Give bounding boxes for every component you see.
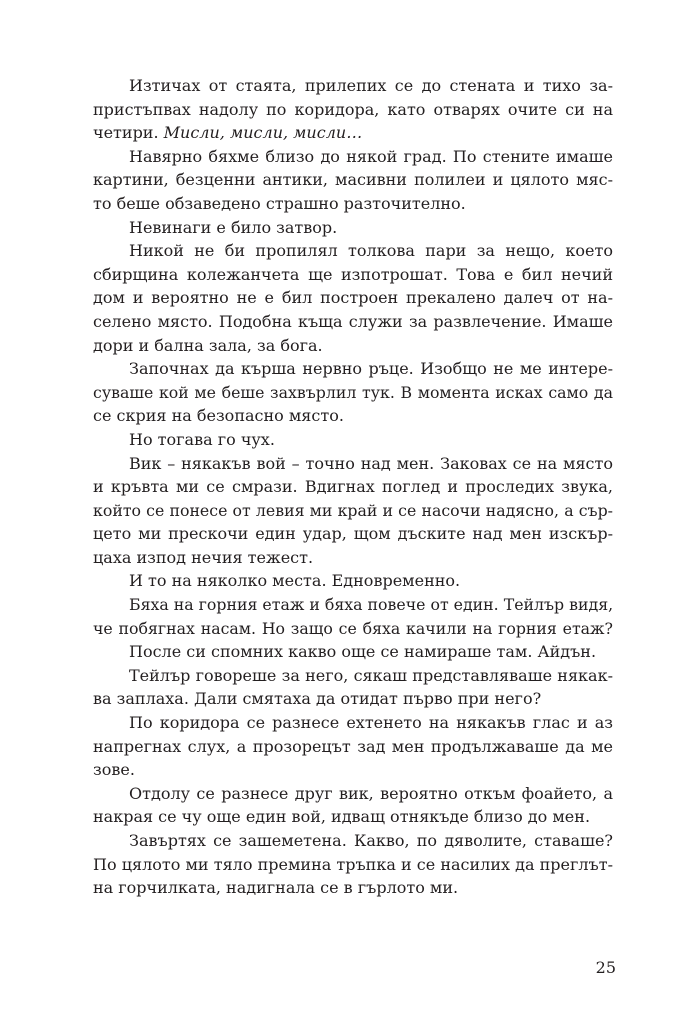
- text-line: сбирщина колежанчета ще изпотрошат. Това е бил нечий: [93, 264, 613, 284]
- text-line: Тейлър говореше за него, сякаш представляваше някак-: [129, 665, 613, 685]
- text-line: Невинаги е било затвор.: [129, 217, 338, 237]
- text-line: ва заплаха. Дали смятаха да отидат първо при него?: [93, 689, 542, 709]
- body-text: [93, 74, 613, 900]
- text-line: Започнах да кърша нервно ръце. Изобщо не ме интере-: [129, 359, 613, 379]
- text-line: Отдолу се разнесе друг вик, вероятно откъм фоайето, а: [129, 783, 613, 803]
- text-line: И то на няколко места. Едновременно.: [129, 571, 461, 591]
- text-line: картини, безценни антики, масивни полилеи и цялото мяс-: [93, 170, 613, 190]
- text-line: накрая се чу още един вой, идващ отнякъде близо до мен.: [93, 807, 591, 827]
- text-line: Никой не би пропилял толкова пари за нещо, което: [129, 241, 613, 261]
- text-line: дом и вероятно не е бил построен прекалено далеч от на-: [93, 288, 613, 308]
- italic-thought: Мисли, мисли, мисли…: [163, 123, 363, 143]
- text-line: то беше обзаведено страшно разточително.: [93, 193, 466, 213]
- text-line: се скрия на безопасно място.: [93, 406, 344, 426]
- text-line: После си спомних какво още се намираше там. Айдън.: [129, 642, 597, 662]
- text-line: Навярно бяхме близо до някой град. По стените имаше: [129, 146, 613, 166]
- text-line-part: четири.: [93, 123, 159, 143]
- text-line: на горчилката, надигнала се в гърлото ми.: [93, 878, 459, 898]
- text-line: пристъпвах надолу по коридора, като отварях очите си на: [93, 99, 613, 119]
- text-line: По коридора се разнесе ехтенето на някакъв глас и аз: [129, 713, 613, 733]
- text-line: който се понесе от левия ми край и се насочи надясно, а сър-: [93, 500, 613, 520]
- text-line: По цялото ми тяло премина тръпка и се насилих да преглът-: [93, 854, 613, 874]
- text-line: че побягнах насам. Но защо се бяха качили на горния етаж?: [93, 618, 613, 638]
- text-line: селено място. Подобна къща служи за развлечение. Имаше: [93, 311, 613, 331]
- text-line: напрегнах слух, а прозорецът зад мен продължаваше да ме: [93, 736, 613, 756]
- text-line: Но тогава го чух.: [129, 429, 275, 449]
- text-line: Вик – някакъв вой – точно над мен. Заковах се на място: [129, 453, 613, 473]
- text-line: Завъртях се зашеметена. Какво, по дяволите, ставаше?: [129, 831, 613, 850]
- text-line: цаха изпод нечия тежест.: [93, 547, 314, 567]
- text-line: дори и бална зала, за бога.: [93, 335, 323, 355]
- page-number: 25: [595, 958, 616, 977]
- text-line: цето ми прескочи един удар, щом дъските над мен изскър-: [93, 524, 613, 544]
- text-line: зове.: [93, 760, 135, 780]
- text-line: и кръвта ми се смрази. Вдигнах поглед и проследих звука,: [93, 477, 613, 497]
- text-line: суваше кой ме беше захвърлил тук. В момента исках само да: [93, 382, 613, 402]
- text-line: Бяха на горния етаж и бяха повече от един. Тейлър видя,: [129, 595, 613, 615]
- text-line: Изтичах от стаята, прилепих се до стената и тихо за-: [129, 76, 613, 95]
- text-line: [93, 121, 613, 145]
